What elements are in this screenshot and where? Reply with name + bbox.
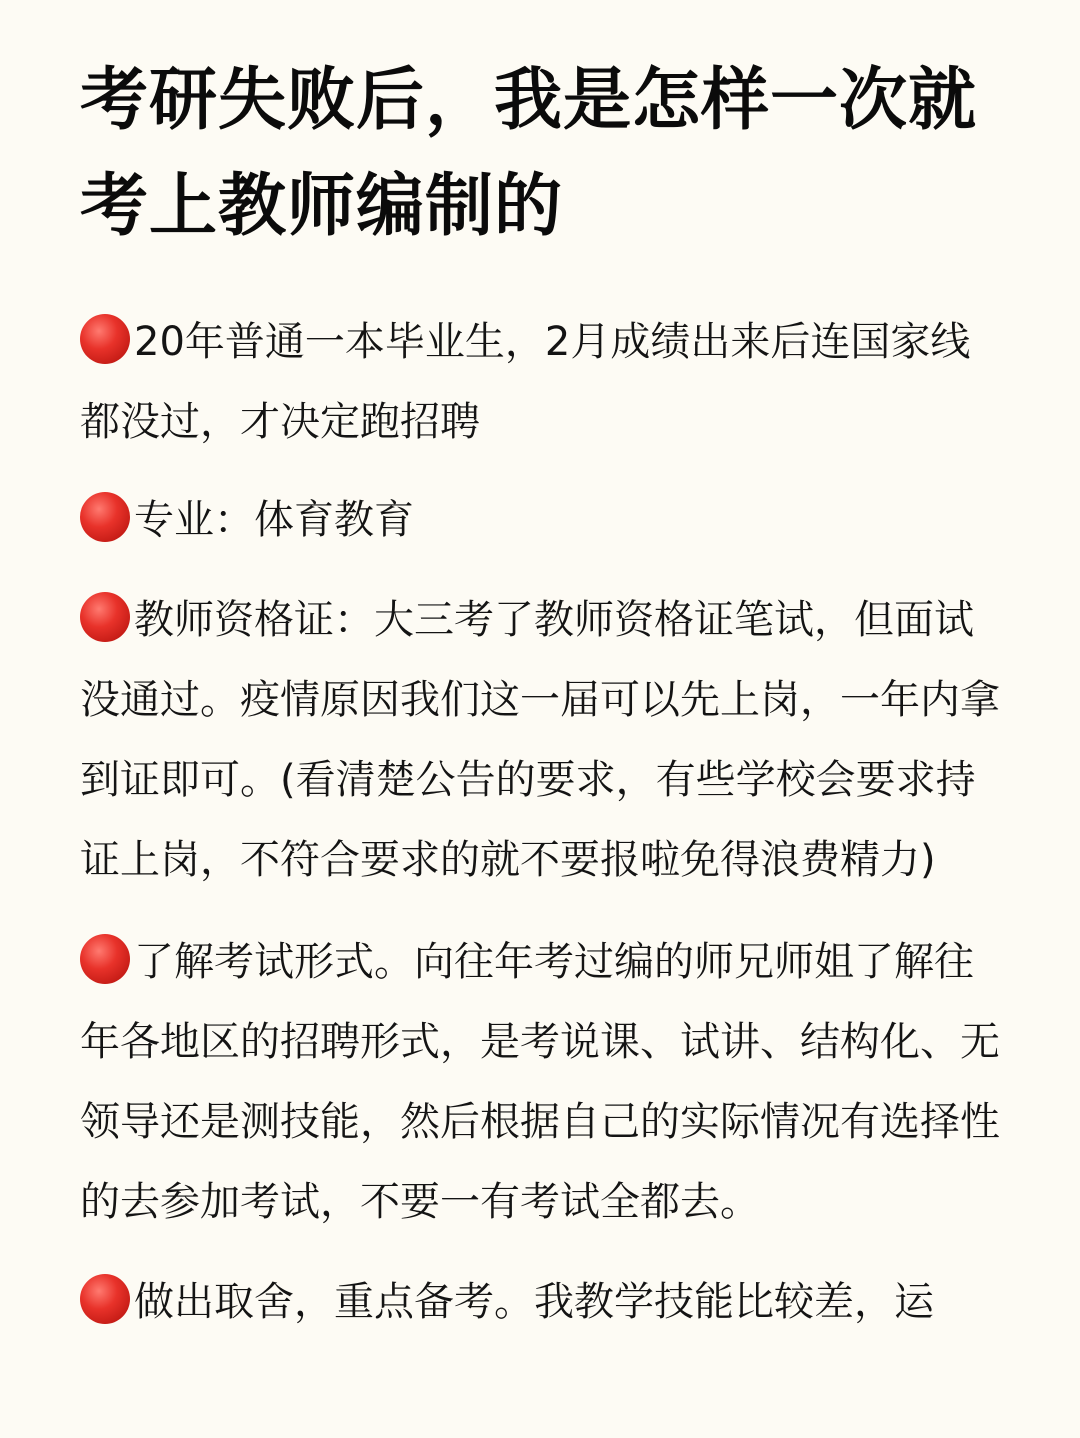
red-circle-icon: [80, 934, 130, 984]
list-item: [80, 302, 1005, 462]
list-item: [80, 480, 1005, 560]
red-circle-icon: [80, 492, 130, 542]
list-item-text: 教师资格证：大三考了教师资格证笔试，但面试没通过。疫情原因我们这一届可以先上岗，一年内拿到证即可。(看清楚公告的要求，有些学校会要求持证上岗，不符合要求的就不要报啦免得浪费精力): [80, 597, 1000, 883]
red-circle-icon: [80, 314, 130, 364]
list-item-text: 专业：体育教育: [134, 497, 414, 543]
red-circle-icon: [80, 592, 130, 642]
list-item: [80, 1262, 1005, 1342]
document-title: 考研失败后，我是怎样一次就考上教师编制的: [80, 61, 978, 246]
list-item-text: 了解考试形式。向往年考过编的师兄师姐了解往年各地区的招聘形式，是考说课、试讲、结构化、无领导还是测技能，然后根据自己的实际情况有选择性的去参加考试，不要一有考试全都去。: [80, 939, 1000, 1225]
list-item-text: 做出取舍，重点备考。我教学技能比较差，运: [134, 1279, 934, 1325]
red-circle-icon: [80, 1274, 130, 1324]
list-item: [80, 922, 1005, 1242]
list-item: [80, 580, 1005, 900]
list-item-text: 20年普通一本毕业生，2月成绩出来后连国家线都没过，才决定跑招聘: [80, 319, 971, 445]
document-page: [80, 48, 1005, 1342]
